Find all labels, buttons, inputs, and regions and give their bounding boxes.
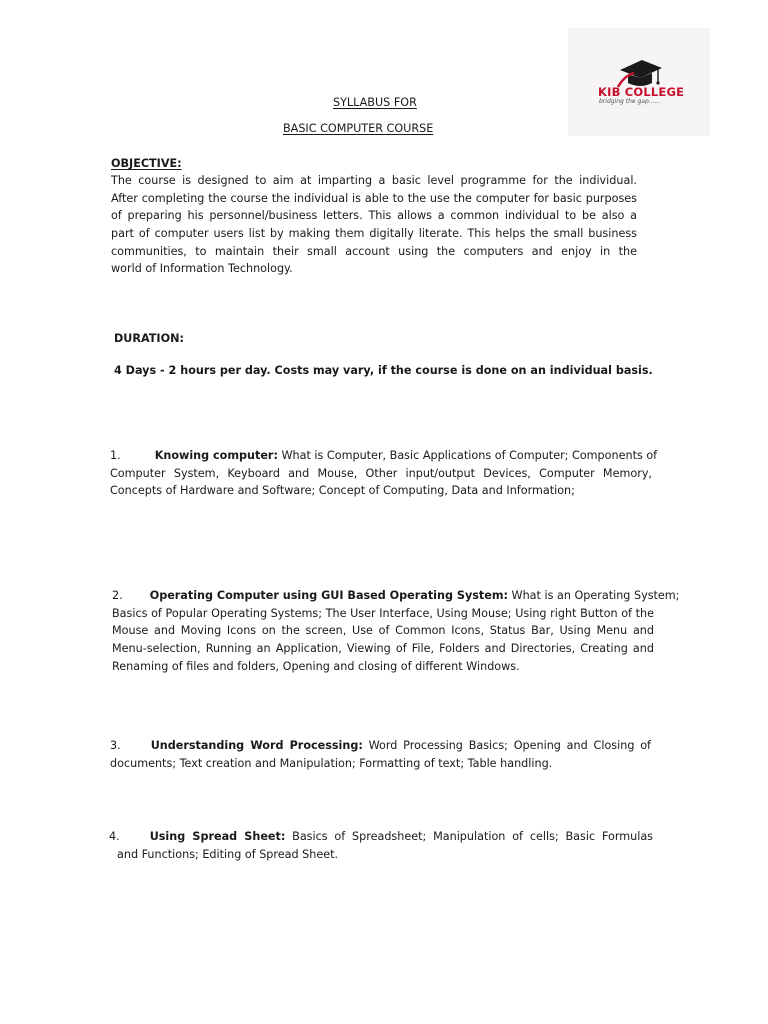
module-line: Concepts of Hardware and Software; Concept of Computing, Data and Information; [110,484,575,498]
objective-line: world of Information Technology. [111,262,293,276]
logo-brand-text: KIB COLLEGE [598,85,685,99]
objective-line: The course is designed to aim at imparting a basic level programme for the individual. [111,174,637,187]
module-text: What is an Operating System; [511,589,680,602]
module-number: 2. [112,589,123,602]
module-title: Knowing computer: [154,449,278,462]
module-text: Basics of Spreadsheet; Manipulation of cells; Basic Formulas [292,830,654,843]
module-text: Word Processing Basics; Opening and Closing of [368,739,651,752]
module-text: What is Computer, Basic Applications of Computer; Components of [281,449,658,462]
module-line [110,737,651,755]
syllabus-title: SYLLABUS FOR [333,96,417,109]
module-line: Renaming of files and folders, Opening and closing of different Windows. [112,659,520,673]
module-1 [110,447,658,500]
module-number: 4. [109,830,120,843]
module-2 [112,587,680,675]
module-line [112,587,680,605]
objective-line: communities, to maintain their small account using the computers and enjoy in the [111,244,637,258]
module-line: Mouse and Moving Icons on the screen, Use of Common Icons, Status Bar, Using Menu and [112,624,654,638]
module-number: 1. [110,449,121,462]
objective-heading: OBJECTIVE: [111,157,182,170]
logo-tagline: bridging the gap...... [599,98,661,105]
module-line: Basics of Popular Operating Systems; The User Interface, Using Mouse; Using right Button of the [112,606,654,620]
module-line [110,447,658,465]
module-line [109,828,653,846]
duration-heading: DURATION: [114,332,184,345]
module-line: and Functions; Editing of Spread Sheet. [117,847,339,861]
objective-line: of preparing his personnel/business letters. This allows a common individual to be also a [111,209,637,223]
course-title-text: BASIC COMPUTER COURSE [283,122,434,135]
module-line: Menu-selection, Running an Application, Viewing of File, Folders and Directories, Creating and [112,642,654,656]
module-title: Understanding Word Processing: [150,739,363,752]
module-3 [110,737,651,772]
module-line: documents; Text creation and Manipulation; Formatting of text; Table handling. [110,756,553,770]
module-number: 3. [110,739,121,752]
module-title: Using Spread Sheet: [149,830,286,843]
objective-paragraph [111,172,637,278]
kib-college-logo [568,28,710,136]
module-4 [109,828,653,863]
course-title [283,121,455,137]
module-line: Computer System, Keyboard and Mouse, Other input/output Devices, Computer Memory, [110,466,652,480]
duration-text: 4 Days - 2 hours per day. Costs may vary, if the course is done on an individual basis. [114,364,653,377]
objective-line: part of computer users list by making them digitally literate. This helps the small business [111,227,637,241]
objective-line: After completing the course the individual is able to the use the computer for basic purposes [111,191,637,205]
module-title: Operating Computer using GUI Based Operating System: [149,589,508,602]
